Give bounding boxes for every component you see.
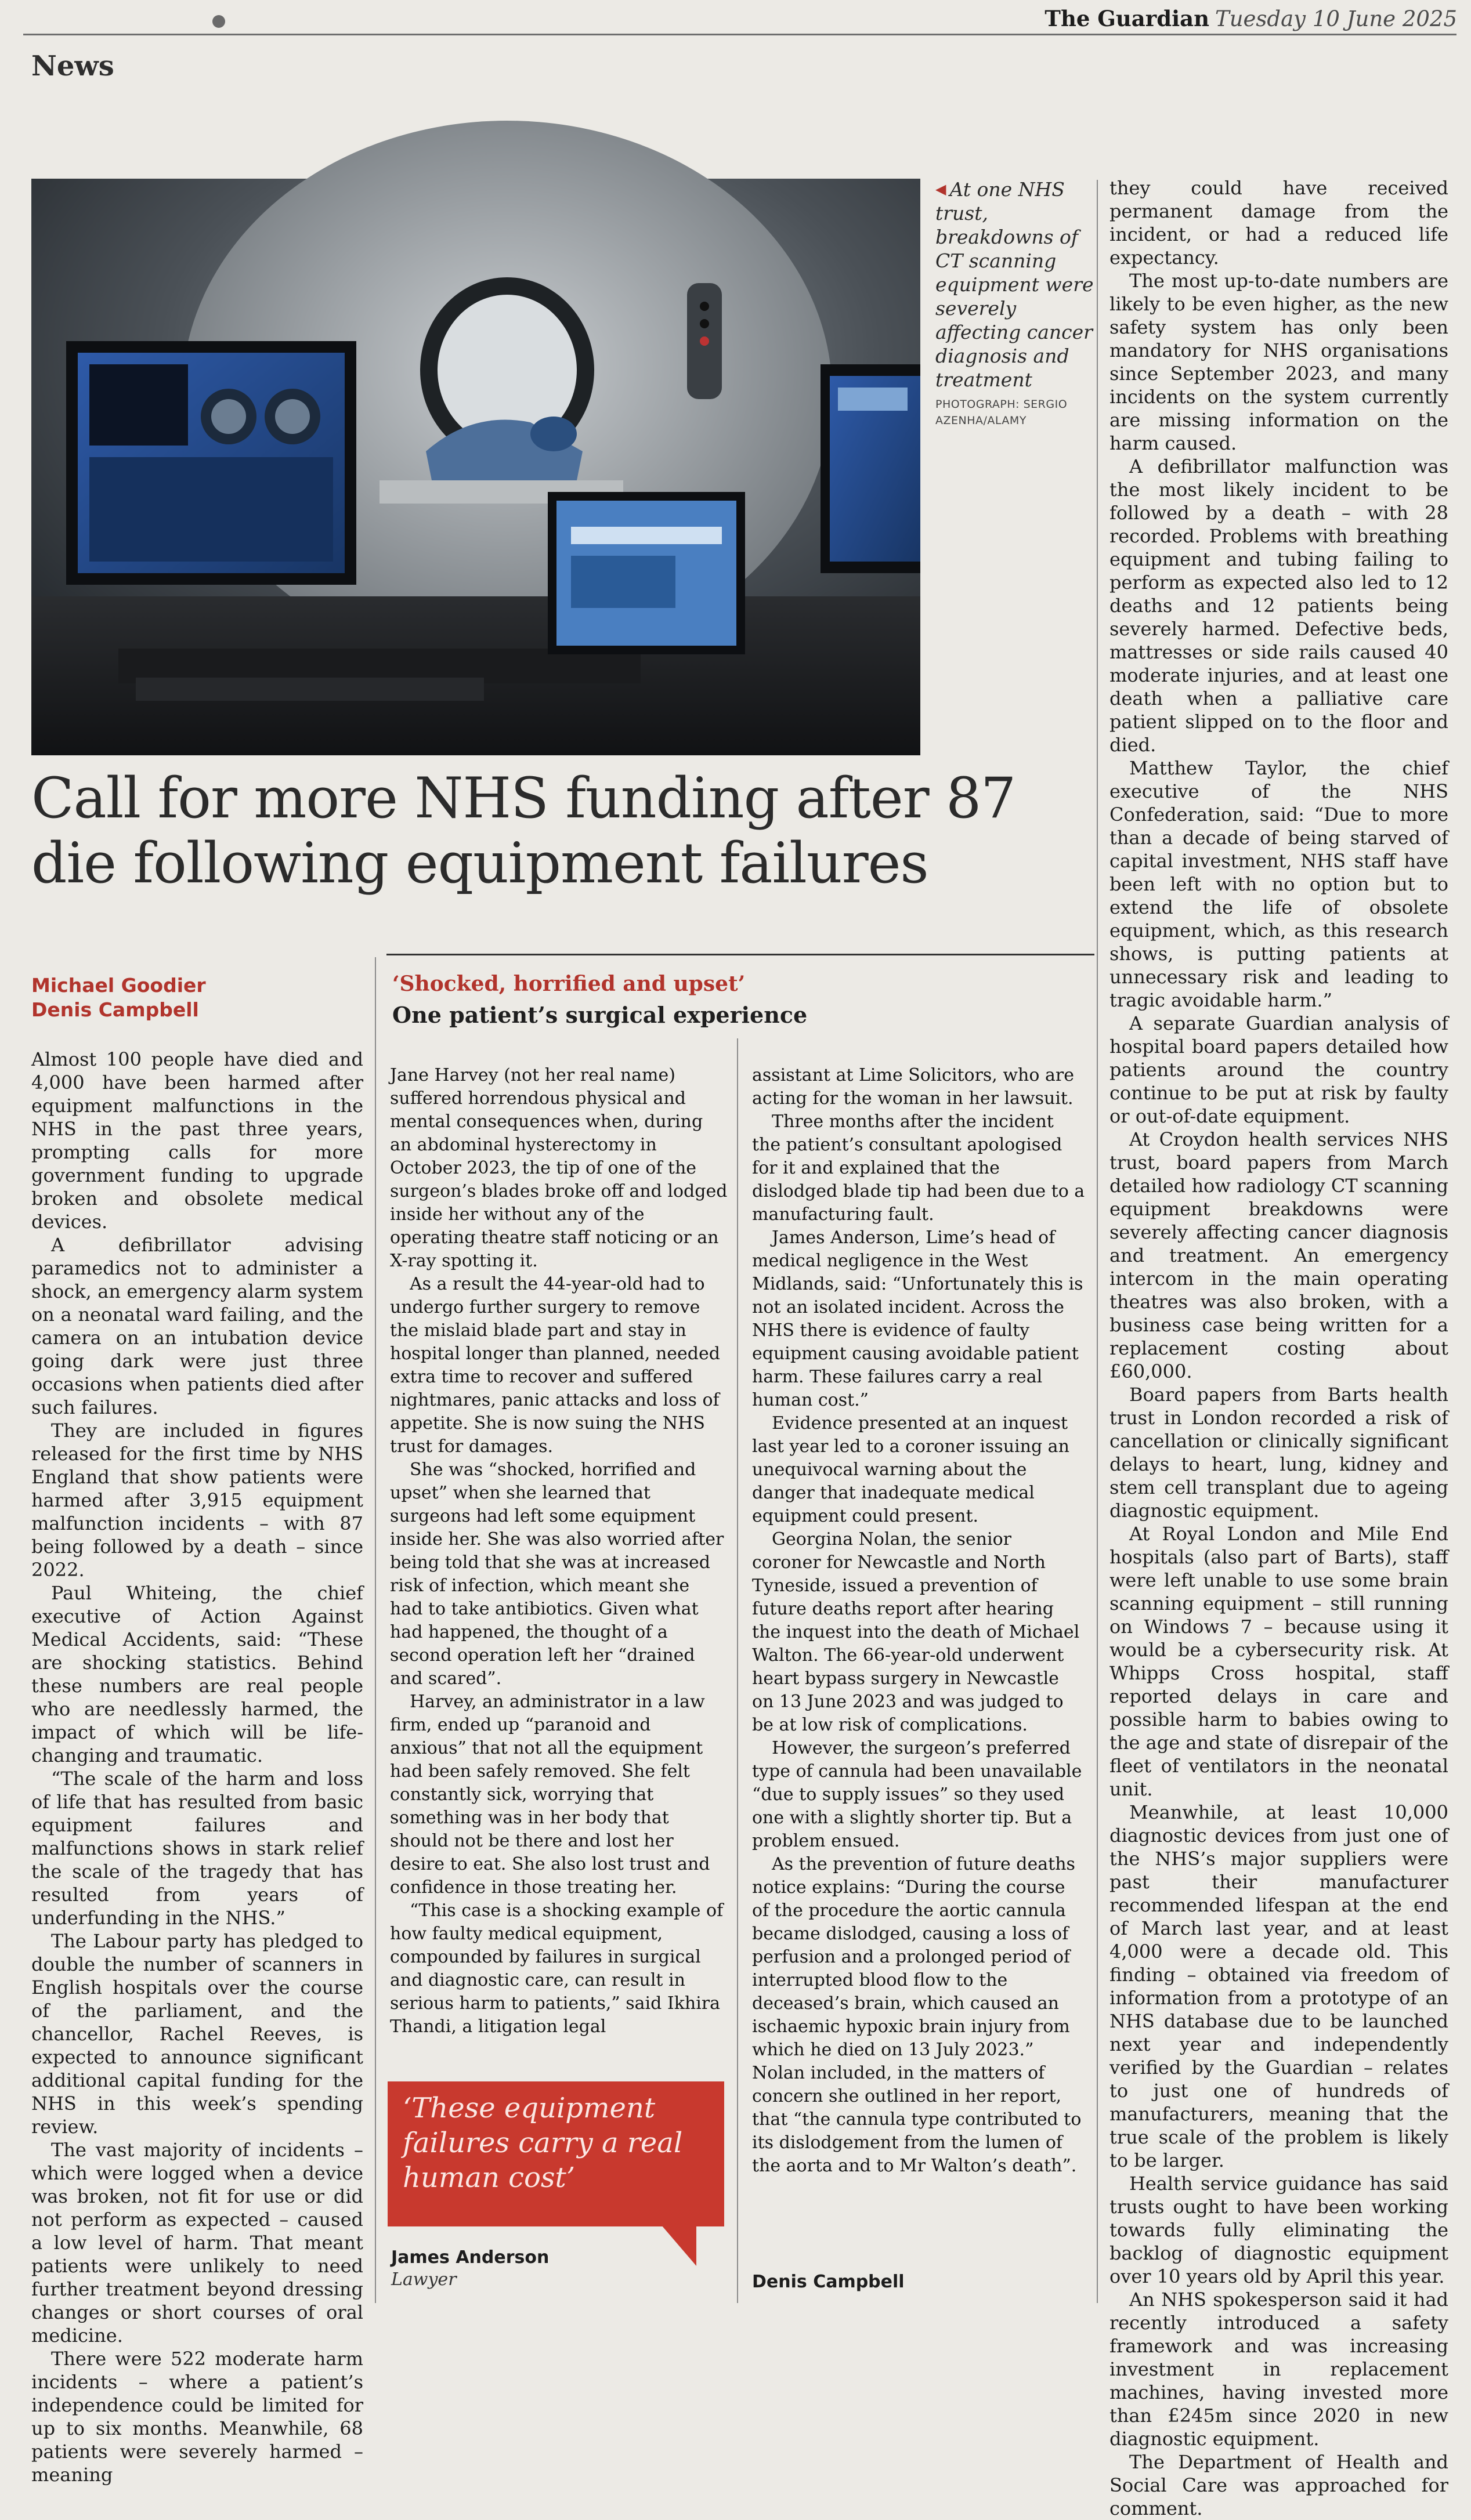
box-paragraph: James Anderson, Lime’s head of medical negligence in the West Midlands, said: “Unfortunately this is not an isolated incident. Across the NHS there is evidence of faulty equipment causing avoidable patient harm. These failures carry a real human cost.” <box>752 1228 1083 1410</box>
photo-credit: PHOTOGRAPH: SERGIO AZENHA/ALAMY <box>935 398 1068 427</box>
photo-caption <box>935 178 1098 429</box>
box-credit: Denis Campbell <box>752 2272 905 2292</box>
ct-scanner-illustration <box>31 179 920 755</box>
box-paragraph: Jane Harvey (not her real name) suffered horrendous physical and mental consequences when, during an abdominal hysterectomy in October 2023, the tip of one of the surgeon’s blades broke off and lodged inside her without any of the operating theatre staff noticing or an X-ray spotting it. <box>390 1065 728 1271</box>
folio-dot <box>212 15 225 28</box>
article-paragraph: Paul Whiteing, the chief executive of Action Against Medical Accidents, said: “These are shocking statistics. Behind these numbers are real people who are needlessly harmed, the impact of which will be life-changing and traumatic. <box>31 1582 363 1766</box>
pull-quote-text: ‘These equipment failures carry a real human cost’ <box>403 2092 683 2194</box>
pull-quote-role: Lawyer <box>391 2269 457 2290</box>
issue-date: Tuesday 10 June 2025 <box>1215 6 1457 31</box>
article-paragraph: A separate Guardian analysis of hospital board papers detailed how patients around the country continue to be put at risk by faulty or out-of-date equipment. <box>1109 1012 1448 1127</box>
box-column-1 <box>390 1064 728 2068</box>
article-paragraph: At Royal London and Mile End hospitals (also part of Barts), staff were left unable to use some brain scanning equipment – still running on Windows 7 – because using it would be a cybersecurity risk. At Whipps Cross hospital, staff reported delays in care and possible harm to babies owing to the age and state of disrepair of the fleet of ventilators in the neonatal unit. <box>1109 1523 1448 1800</box>
caption-text <box>935 178 1098 392</box>
byline-author: Denis Campbell <box>31 998 199 1021</box>
article-paragraph: “The scale of the harm and loss of life that has resulted from basic equipment failures and malfunctions shows in stark relief the scale of the tragedy that has resulted from years of underfunding in the NHS.” <box>31 1768 363 1929</box>
box-paragraph: As a result the 44-year-old had to undergo further surgery to remove the mislaid blade part and stay in hospital longer than planned, needed extra time to recover and suffered nightmares, panic attacks and loss of appetite. She is now suing the NHS trust for damages. <box>390 1274 720 1457</box>
box-paragraph: Harvey, an administrator in a law firm, ended up “paranoid and anxious” that not all the equipment had been safely removed. She felt constantly sick, worrying that something was in her body that should not be there and lost her desire to eat. She also lost trust and confidence in those treating her. <box>390 1692 710 1898</box>
column-rule <box>1097 180 1098 2303</box>
article-column-1 <box>31 1048 363 2486</box>
article-paragraph: Meanwhile, at least 10,000 diagnostic devices from just one of the NHS’s major suppliers were past their manufacturer recommended lifespan at the end of March last year, and at least 4,000 were a decade old. This finding – obtained via freedom of information from a prototype of an NHS database due to be launched next year and independently verified by the Guardian – relates to just one of hundreds of manufacturers, meaning that the true scale of the problem is likely to be larger. <box>1109 1801 1448 2171</box>
headline: Call for more NHS funding after 87 die following equipment failures <box>31 766 1016 896</box>
pull-quote-tail <box>662 2225 696 2266</box>
box-paragraph: Evidence presented at an inquest last year led to a coroner issuing an unequivocal warning about the danger that inadequate medical equipment could present. <box>752 1413 1069 1526</box>
box-paragraph: However, the surgeon’s preferred type of cannula had been unavailable “due to supply issues” so they used one with a slightly shorter tip. But a problem ensued. <box>752 1738 1082 1851</box>
column-rule <box>737 1038 738 2303</box>
pull-quote-name: James Anderson <box>391 2247 550 2268</box>
box-paragraph: assistant at Lime Solicitors, who are acting for the woman in her lawsuit. <box>752 1065 1074 1109</box>
article-paragraph: A defibrillator advising paramedics not to administer a shock, an emergency alarm system on a neonatal ward failing, and the camera on an intubation device going dark were just three occasions when patients died after such failures. <box>31 1234 363 1418</box>
article-paragraph: Board papers from Barts health trust in London recorded a risk of cancellation or clinically significant delays to heart, lung, kidney and stem cell transplant due to ageing diagnostic equipment. <box>1109 1384 1448 1522</box>
column-rule <box>375 957 376 2303</box>
folio-rule <box>23 34 1456 35</box>
box-kicker: ‘Shocked, horrified and upset’ <box>392 972 746 996</box>
byline <box>31 973 206 1022</box>
box-paragraph: Three months after the incident the patient’s consultant apologised for it and explained that the dislodged blade tip had been due to a manufacturing fault. <box>752 1111 1085 1225</box>
article-paragraph: they could have received permanent damage from the incident, or had a reduced life expectancy. <box>1109 177 1448 269</box>
article-paragraph: Matthew Taylor, the chief executive of the NHS Confederation, said: “Due to more than a decade of being starved of capital investment, NHS staff have been left with no option but to extend the life of obsolete equipment, which, as this research shows, is putting patients at unnecessary risk and leading to tragic avoidable harm.” <box>1109 757 1448 1011</box>
box-paragraph: “This case is a shocking example of how faulty medical equipment, compounded by failures in surgical and diagnostic care, can result in serious harm to patients,” said Ikhira Thandi, a litigation legal <box>390 1900 724 2037</box>
brand-name: The Guardian <box>1044 6 1210 31</box>
masthead <box>1044 6 1457 31</box>
article-paragraph: An NHS spokesperson said it had recently introduced a safety framework and was increasing investment in replacement machines, having invested more than £245m since 2020 in new diagnostic equipment. <box>1109 2289 1448 2450</box>
box-rule <box>386 954 1094 955</box>
article-paragraph: The Department of Health and Social Care was approached for comment. <box>1109 2451 1448 2519</box>
article-paragraph: There were 522 moderate harm incidents – where a patient’s independence could be limited for up to six months. Meanwhile, 68 patients were severely harmed – meaning <box>31 2348 363 2486</box>
box-paragraph: As the prevention of future deaths notice explains: “During the course of the procedure the aortic cannula became dislodged, causing a loss of perfusion and a prolonged period of interrupted blood flow to the deceased’s brain, which caused an ischaemic hypoxic brain injury from which he died on 13 July 2023.” Nolan included, in the matters of concern she outlined in her report, that “the cannula type contributed to its dislodgement from the lumen of the aorta and to Mr Walton’s death”. <box>752 1854 1082 2176</box>
section-label: News <box>31 50 114 82</box>
caption-arrow-icon: ◀ <box>935 181 946 197</box>
caption-body: At one NHS trust, breakdowns of CT scanning equipment were severely affecting cancer diagnosis and treatment <box>935 178 1094 391</box>
article-photo <box>31 179 920 755</box>
article-paragraph: The Labour party has pledged to double the number of scanners in English hospitals over the course of the parliament, and the chancellor, Rachel Reeves, is expected to announce significant additional capital funding for the NHS in this week’s spending review. <box>31 1930 363 2138</box>
box-paragraph: She was “shocked, horrified and upset” when she learned that surgeons had left some equipment inside her. She was also worried after being told that she was at increased risk of infection, which meant she had to take antibiotics. Given what had happened, the thought of a second operation left her “drained and scared”. <box>390 1460 724 1689</box>
box-paragraph: Georgina Nolan, the senior coroner for Newcastle and North Tyneside, issued a prevention of future deaths report after hearing the inquest into the death of Michael Walton. The 66-year-old underwent heart bypass surgery in Newcastle on 13 June 2023 and was judged to be at low risk of complications. <box>752 1529 1080 1735</box>
article-paragraph: The vast majority of incidents – which were logged when a device was broken, not fit for use or did not perform as expected – caused a low level of harm. That meant patients were unlikely to need further treatment beyond dressing changes or short courses of oral medicine. <box>31 2139 363 2347</box>
article-paragraph: A defibrillator malfunction was the most likely incident to be followed by a death – with 28 recorded. Problems with breathing equipment and tubing failing to perform as expected also led to 12 deaths and 12 patients being severely harmed. Defective beds, mattresses or side rails caused 40 moderate injuries, and at least one death when a palliative care patient slipped on to the floor and died. <box>1109 455 1448 756</box>
article-paragraph: Almost 100 people have died and 4,000 have been harmed after equipment malfunctions in the NHS in the past three years, prompting calls for more government funding to upgrade broken and obsolete medical devices. <box>31 1048 363 1233</box>
article-paragraph: The most up-to-date numbers are likely to be even higher, as the new safety system has only been mandatory for NHS organisations since September 2023, and many incidents on the system currently are missing information on the harm caused. <box>1109 270 1448 454</box>
box-title: One patient’s surgical experience <box>392 1002 808 1028</box>
article-paragraph: At Croydon health services NHS trust, board papers from March detailed how radiology CT scanning equipment breakdowns were severely affecting cancer diagnosis and treatment. An emergency intercom in the main operating theatres was also broken, with a business case being written for a replacement costing about £60,000. <box>1109 1128 1448 1382</box>
article-paragraph: Health service guidance has said trusts ought to have been working towards fully eliminating the backlog of diagnostic equipment over 10 years old by April this year. <box>1109 2173 1448 2287</box>
article-paragraph: They are included in figures released for the first time by NHS England that show patients were harmed after 3,915 equipment malfunction incidents – with 87 being followed by a death – since 2022. <box>31 1420 363 1581</box>
box-column-2 <box>752 1064 1085 2265</box>
article-column-2 <box>1109 176 1448 2519</box>
byline-author: Michael Goodier <box>31 974 206 997</box>
